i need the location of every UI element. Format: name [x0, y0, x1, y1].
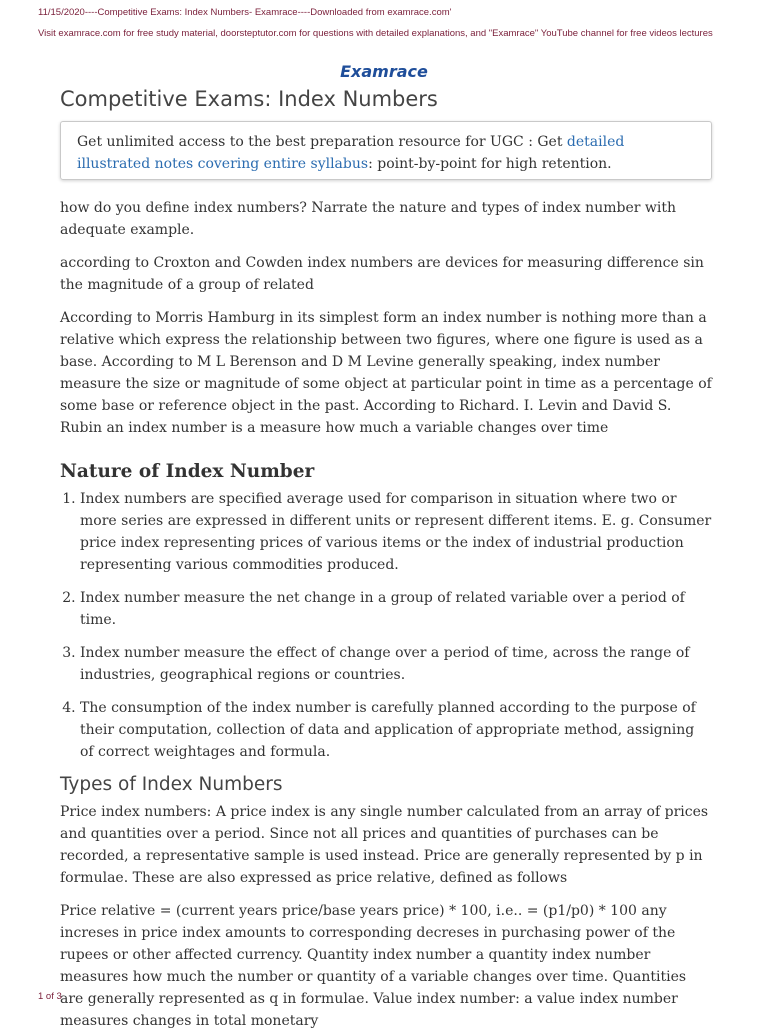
nature-list [60, 488, 712, 763]
definitions-detail-paragraph: According to Morris Hamburg in its simplest form an index number is nothing more than a relative which express the relationship between two figures, where one figure is used as a base. According to M L Berenson and D M Levine generally speaking, index number measure the size or magnitude of some object at particular point in time as a percentage of some base or reference object in the past. According to Richard. I. Levin and David S. Rubin an index number is a measure how much a variable changes over time [60, 310, 712, 436]
list-item: 2. Index number measure the net change in a group of related variable over a period of time. [80, 587, 712, 631]
promo-text-before: Get unlimited access to the best preparation resource for UGC : Get [77, 134, 567, 150]
price-relative-paragraph: Price relative = (current years price/base years price) * 100, i.e.. = (p1/p0) * 100 any increses in price index amounts to corresponding decreses in purchasing power of the rupees or other affected currency. Quantity index number a quantity index number measures how much the number or quantity of a variable changes over time. Quantities are generally represented as q in formulae. Value index number: a value index number measures changes in total monetary [60, 903, 687, 1029]
list-item: 1. Index numbers are specified average used for comparison in situation where two or more series are expressed in different units or represent different items. E. g. Consumer price index representing prices of various items or the index of industrial production representing various commodities produced. [80, 488, 712, 576]
list-item: 4. The consumption of the index number is carefully planned according to the purpose of their computation, collection of data and application of appropriate method, assigning of correct weightages and formula. [80, 697, 712, 763]
nature-heading: Nature of Index Number [60, 461, 315, 482]
promo-notes-link[interactable]: detailed illustrated notes covering entire syllabus [77, 134, 625, 172]
promo-box [60, 121, 712, 180]
article-content [60, 197, 712, 1032]
question-paragraph: how do you define index numbers? Narrate the nature and types of index number with adequate example. [60, 200, 676, 238]
types-heading: Types of Index Numbers [60, 774, 283, 795]
print-header: 11/15/2020----Competitive Exams: Index Numbers- Examrace----Downloaded from examrace.com' [38, 7, 452, 18]
definition-paragraph: according to Croxton and Cowden index numbers are devices for measuring difference sin the magnitude of a group of related [60, 255, 704, 293]
brand-logo-text[interactable]: Examrace [340, 62, 428, 81]
visit-notice: Visit examrace.com for free study material, doorsteptutor.com for questions with detailed explanations, and "Examrace" YouTube channel for free videos lectures [38, 28, 713, 39]
price-index-paragraph: Price index numbers: A price index is any single number calculated from an array of prices and quantities over a period. Since not all prices and quantities of purchases can be recorded, a representative sample is used instead. Price are generally represented by p in formulae. These are also expressed as price relative, defined as follows [60, 804, 709, 886]
promo-text-after: : point-by-point for high retention. [368, 156, 612, 172]
list-item: 3. Index number measure the effect of change over a period of time, across the range of industries, geographical regions or countries. [80, 642, 712, 686]
page-counter: 1 of 3 [38, 991, 62, 1002]
page-title: Competitive Exams: Index Numbers [60, 87, 438, 111]
